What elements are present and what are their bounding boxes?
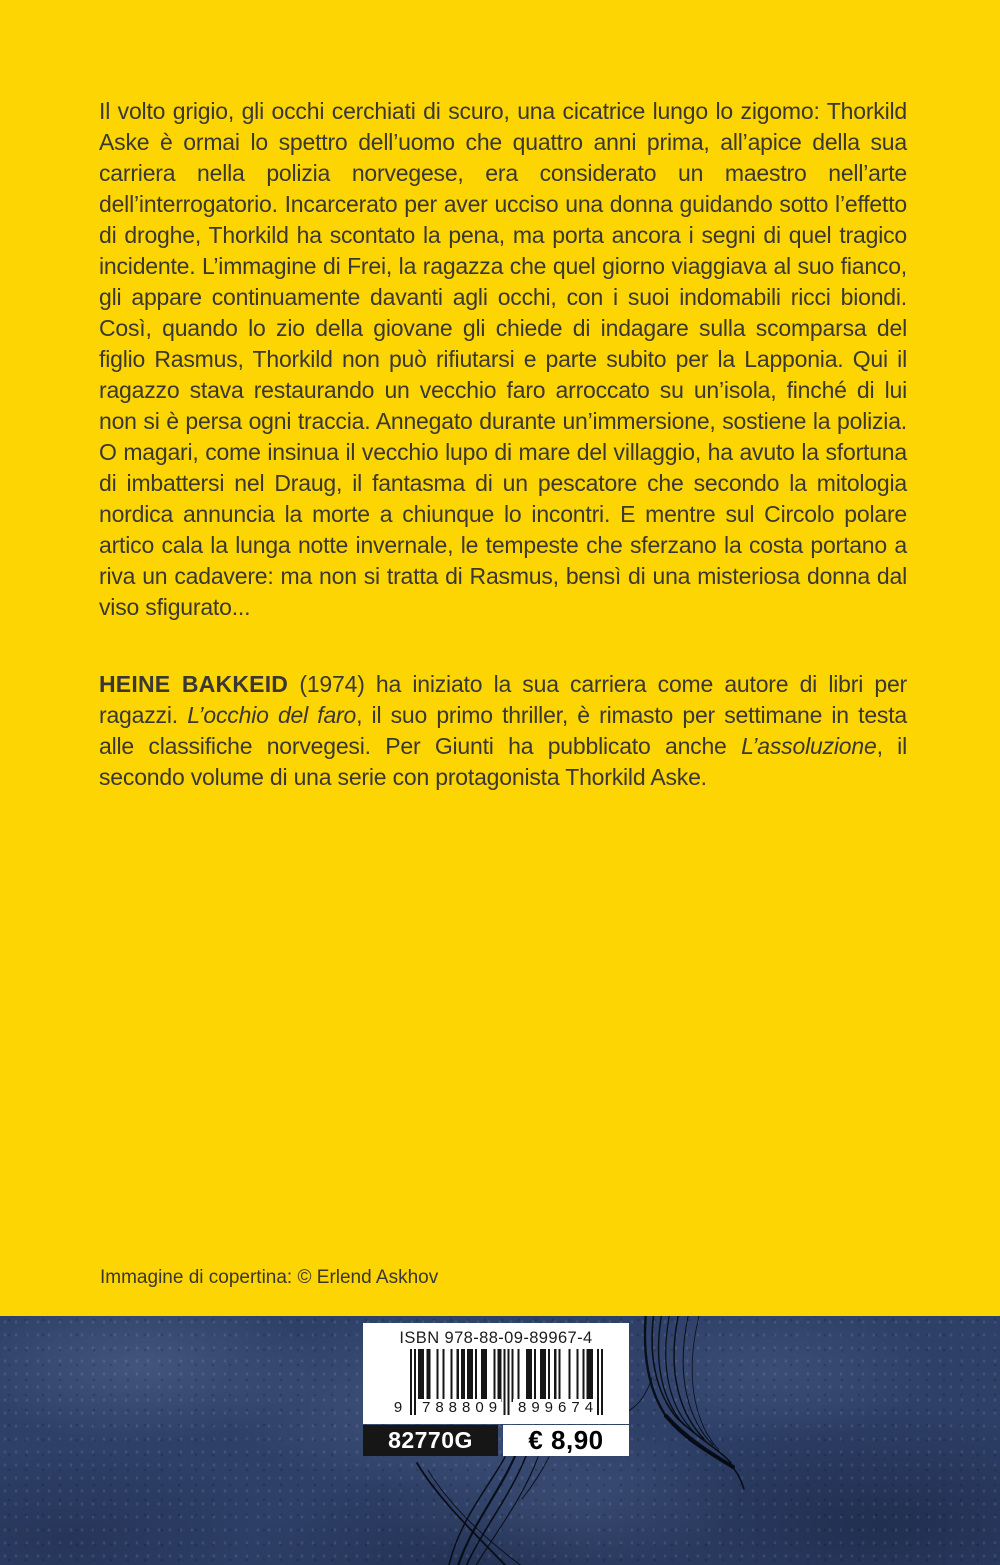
author-bio-segment: (1974) ha iniziato la sua carriera come autore di libri per ragazzi. <box>99 671 908 728</box>
barcode-digit-group-2: 899674 <box>513 1399 597 1416</box>
blurb-text: Il volto grigio, gli occhi cerchiati di scuro, una cicatrice lungo lo zigomo: Thorkild Aske è ormai lo spettro dell’uomo che quattro anni prima, all’apice della sua carriera nella polizia norvegese, era considerato un maestro nell’arte dell’interrogatorio. Incarcerato per aver ucciso una donna guidando sotto l’effetto di droghe, Thorkild ha scontato la pena, ma porta ancora i segni di quel tragico incidente. L’immagine di Frei, la ragazza che quel giorno viaggiava al suo fianco, gli appare continuamente davanti agli occhi, con i suoi indomabili ricci biondi. Così, quando lo zio della giovane gli chiede di indagare sulla scomparsa del figlio Rasmus, Thorkild non può rifiutarsi e parte subito per la Lapponia. Qui il ragazzo stava restaurando un vecchio faro arroccato su un’isola, finché di lui non si è persa ogni traccia. Annegato durante un’immersione, sostiene la polizia. O magari, come insinua il vecchio lupo di mare del villaggio, ha avuto la sfortuna di imbattersi nel Draug, il fantasma di un pescatore che secondo la mitologia nordica annuncia la morte a chiunque lo incontri. E mentre sul Circolo polare artico cala la lunga notte invernale, le tempeste che sferzano la costa portano a riva un cadavere: ma non si tratta di Rasmus, bensì di una misteriosa donna dal viso sfigurato... <box>99 98 907 620</box>
barcode-digit-group-1: 788809 <box>417 1399 501 1416</box>
author-bio-segment: , il secondo volume di una serie con protagonista Thorkild Aske. <box>99 733 907 790</box>
blue-paper-photo <box>0 1316 1000 1565</box>
isbn-price-label <box>363 1323 629 1456</box>
cover-image-credit: Immagine di copertina: © Erlend Askhov <box>100 1267 439 1288</box>
barcode-digits <box>389 1399 625 1416</box>
barcode-digit-first: 9 <box>393 1399 403 1416</box>
author-name: HEINE BAKKEID <box>99 671 289 697</box>
author-bio <box>99 669 907 793</box>
label-bottom-row <box>363 1425 629 1456</box>
book-title-assoluzione: L’assoluzione <box>741 733 877 759</box>
ean13-barcode <box>393 1349 603 1419</box>
isbn-text: ISBN 978-88-09-89967-4 <box>399 1329 593 1347</box>
author-bio-segment: , il suo primo thriller, è rimasto per settimane in testa alle classifiche norvegesi. Per Giunti ha pubblicato anche <box>99 702 908 759</box>
barcode-panel <box>363 1323 629 1424</box>
price: € 8,90 <box>503 1425 629 1456</box>
book-title-occhio-del-faro: L’occhio del faro <box>187 702 357 728</box>
edition-code: 82770G <box>363 1425 498 1456</box>
